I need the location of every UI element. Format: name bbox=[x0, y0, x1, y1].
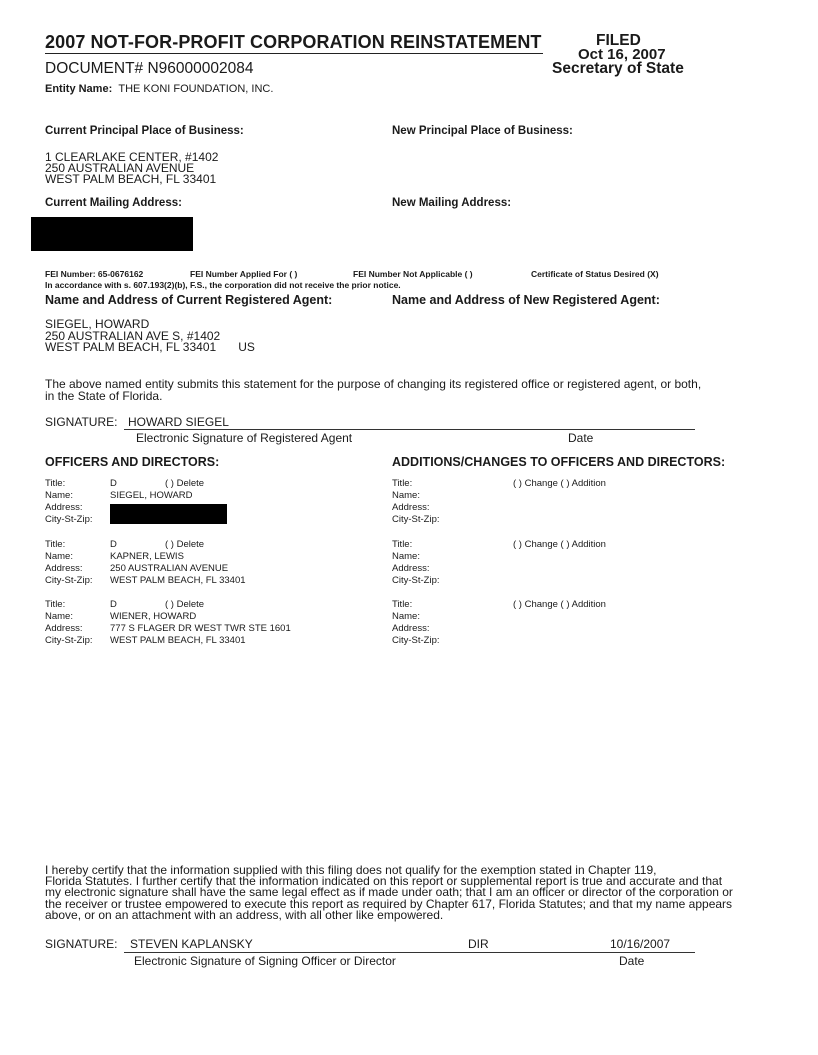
filed-stamp-label: FILED bbox=[596, 32, 641, 49]
filed-stamp-date: Oct 16, 2007 bbox=[578, 46, 666, 63]
delete-option: ( ) Delete bbox=[165, 478, 205, 489]
current-agent-label: Name and Address of Current Registered Agent: bbox=[45, 293, 333, 307]
new-agent-label: Name and Address of New Registered Agent: bbox=[392, 293, 660, 307]
change-entry: Title: ( ) Change ( ) Addition Name: Address: City-St-Zip: bbox=[392, 478, 606, 525]
officer-title: D bbox=[110, 599, 117, 610]
change-entry: Title: ( ) Change ( ) Addition Name: Address: City-St-Zip: bbox=[392, 539, 606, 586]
current-principal-label: Current Principal Place of Business: bbox=[45, 125, 244, 137]
officer-title: D bbox=[110, 478, 117, 489]
address-line: WEST PALM BEACH, FL 33401 bbox=[45, 172, 217, 186]
officer-date-value: 10/16/2007 bbox=[610, 937, 671, 951]
agent-line: SIEGEL, HOWARD bbox=[45, 317, 150, 331]
officer-signature-value: STEVEN KAPLANSKY bbox=[130, 937, 253, 951]
redacted-officer-address bbox=[110, 504, 227, 524]
new-mailing-label: New Mailing Address: bbox=[392, 197, 512, 209]
new-principal-label: New Principal Place of Business: bbox=[392, 125, 573, 137]
agent-line: 250 AUSTRALIAN AVE S, #1402 bbox=[45, 328, 221, 343]
change-option: ( ) Change ( ) Addition bbox=[513, 599, 606, 610]
officer-signature-caption: Electronic Signature of Signing Officer or Director bbox=[134, 954, 396, 968]
officer-address: 250 AUSTRALIAN AVENUE bbox=[110, 563, 229, 574]
certification-text bbox=[45, 865, 733, 921]
officer-title-value: DIR bbox=[468, 937, 489, 951]
agent-signature-label: SIGNATURE: bbox=[45, 415, 118, 429]
entity-name-row bbox=[45, 83, 273, 95]
officer-entry: Title: D ( ) Delete Name: KAPNER, LEWIS Address: 250 AUSTRALIAN AVENUE City-St-Zip: WEST PALM BEACH, FL 33401 bbox=[45, 539, 246, 586]
officer-city: WEST PALM BEACH, FL 33401 bbox=[110, 575, 246, 586]
certification-line: my electronic signature shall have the same legal effect as if made under oath; that I am an officer or director of the corporation or bbox=[45, 885, 733, 900]
current-principal-address bbox=[45, 152, 218, 185]
form-title: 2007 NOT-FOR-PROFIT CORPORATION REINSTATEMENT bbox=[45, 32, 542, 52]
fei-applied-for: FEI Number Applied For ( ) bbox=[190, 269, 298, 279]
entity-name-label: Entity Name: bbox=[45, 83, 113, 95]
address-line: 1 CLEARLAKE CENTER, #1402 bbox=[45, 150, 219, 164]
entity-name-value: THE KONI FOUNDATION, INC. bbox=[118, 83, 274, 95]
fei-number: FEI Number: 65-0676162 bbox=[45, 269, 144, 279]
statement-line-2: in the State of Florida. bbox=[45, 389, 163, 403]
officer-entry: Title: D ( ) Delete Name: SIEGEL, HOWARD Address: City-St-Zip: bbox=[45, 478, 205, 525]
change-option: ( ) Change ( ) Addition bbox=[513, 539, 606, 550]
officer-signature-line bbox=[124, 952, 695, 953]
change-entry: Title: ( ) Change ( ) Addition Name: Address: City-St-Zip: bbox=[392, 599, 606, 646]
agent-signature-value: HOWARD SIEGEL bbox=[128, 415, 229, 429]
delete-option: ( ) Delete bbox=[165, 539, 205, 550]
agent-signature-line bbox=[124, 429, 695, 430]
officer-signature-label: SIGNATURE: bbox=[45, 937, 118, 951]
officer-name: KAPNER, LEWIS bbox=[110, 551, 184, 562]
document-number: DOCUMENT# N96000002084 bbox=[45, 60, 254, 77]
agent-line: WEST PALM BEACH, FL 33401 US bbox=[45, 340, 255, 354]
officer-entry: Title: D ( ) Delete Name: WIENER, HOWARD Address: 777 S FLAGER DR WEST TWR STE 1601 City-St-Zip: WEST PALM BEACH, FL 33401 bbox=[45, 599, 291, 646]
officer-address: 777 S FLAGER DR WEST TWR STE 1601 bbox=[110, 623, 291, 634]
officer-name: WIENER, HOWARD bbox=[110, 611, 197, 622]
title-underline bbox=[45, 53, 543, 54]
statement-line-1: The above named entity submits this statement for the purpose of changing its registered office or registered agent, or both, bbox=[45, 377, 702, 391]
changes-label: ADDITIONS/CHANGES TO OFFICERS AND DIRECTORS: bbox=[392, 455, 726, 469]
redacted-mailing-address bbox=[31, 217, 193, 251]
prior-notice-statement: In accordance with s. 607.193(2)(b), F.S., the corporation did not receive the prior notice. bbox=[45, 280, 401, 290]
certification-line: the receiver or trustee empowered to execute this report as required by Chapter 617, Florida Statutes; and that my name appears bbox=[45, 896, 733, 911]
certification-line: Florida Statutes. I further certify that the information indicated on this report or supplemental report is true and accurate and that bbox=[45, 874, 723, 889]
agent-date-caption: Date bbox=[568, 431, 594, 445]
current-mailing-label: Current Mailing Address: bbox=[45, 197, 182, 209]
fei-not-applicable: FEI Number Not Applicable ( ) bbox=[353, 269, 473, 279]
officer-title: D bbox=[110, 539, 117, 550]
officer-date-caption: Date bbox=[619, 954, 645, 968]
delete-option: ( ) Delete bbox=[165, 599, 205, 610]
agent-signature-caption: Electronic Signature of Registered Agent bbox=[136, 431, 353, 445]
certificate-of-status: Certificate of Status Desired (X) bbox=[531, 269, 659, 279]
agent-country: US bbox=[238, 340, 255, 354]
filed-stamp-office: Secretary of State bbox=[552, 60, 684, 77]
officers-label: OFFICERS AND DIRECTORS: bbox=[45, 455, 220, 469]
certification-line: above, or on an attachment with an address, with all other like empowered. bbox=[45, 907, 444, 922]
change-option: ( ) Change ( ) Addition bbox=[513, 478, 606, 489]
officer-name: SIEGEL, HOWARD bbox=[110, 490, 193, 501]
address-line: 250 AUSTRALIAN AVENUE bbox=[45, 161, 195, 175]
current-agent-address bbox=[45, 319, 255, 354]
certification-line: I hereby certify that the information supplied with this filing does not qualify for the exemption stated in Chapter 119, bbox=[45, 863, 657, 877]
officer-city: WEST PALM BEACH, FL 33401 bbox=[110, 635, 246, 646]
